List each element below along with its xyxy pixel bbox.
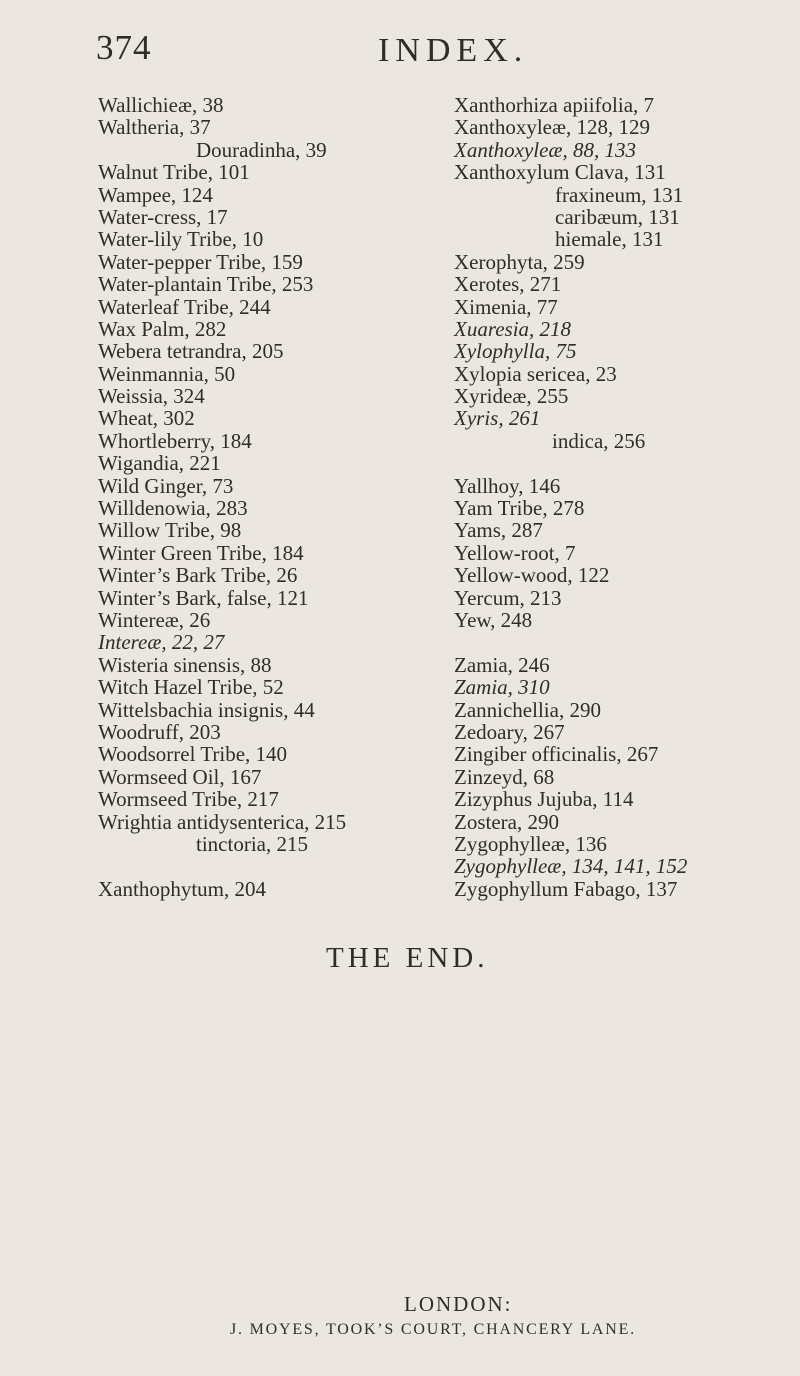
index-entry: Xanthoxyleæ, 128, 129 [454,115,650,140]
index-entry: Woodruff, 203 [98,719,221,744]
index-entry: Yew, 248 [454,607,533,632]
page-number: 374 [96,28,152,67]
index-column-right [454,94,784,900]
index-entry: Wax Palm, 282 [98,316,227,341]
index-entry: Xanthoxylum Clava, 131 [454,160,666,185]
running-head: INDEX. [378,32,529,69]
index-entry: Witch Hazel Tribe, 52 [98,675,284,700]
index-subentry: indica, 256 [552,428,646,453]
index-entry: Water-lily Tribe, 10 [98,227,264,252]
index-entry: Xanthoxyleæ, 88, 133 [454,137,636,162]
index-entry: Zedoary, 267 [454,719,565,744]
index-entry: Xanthorhiza apiifolia, 7 [454,93,655,117]
index-entry: Wisteria sinensis, 88 [98,652,272,677]
index-entry: Xylophylla, 75 [454,339,577,364]
the-end-text: THE END. [326,942,489,974]
index-entry: Intereæ, 22, 27 [98,630,225,655]
index-entry: Xerotes, 271 [454,272,562,297]
index-entry: Zinzeyd, 68 [454,764,555,789]
index-entry: Yallhoy, 146 [454,473,561,498]
index-entry: Waterleaf Tribe, 244 [98,294,271,319]
index-entry: Wild Ginger, 73 [98,473,234,498]
index-entry: Yercum, 213 [454,585,562,610]
index-entry: Yams, 287 [454,518,543,543]
index-entry: Wormseed Oil, 167 [98,764,262,789]
index-entry: Wampee, 124 [98,182,213,207]
index-entry: Zamia, 246 [454,652,550,677]
index-entry: Wallichieæ, 38 [98,93,224,117]
index-entry: Water-plantain Tribe, 253 [98,272,314,297]
index-entry: Xerophyta, 259 [454,249,585,274]
index-subentry: Douradinha, 39 [196,137,327,162]
index-column-left [98,94,418,900]
index-entry: Zingiber officinalis, 267 [454,742,659,767]
index-entry: Xyrideæ, 255 [454,384,569,409]
index-entry: Waltheria, 37 [98,115,211,140]
index-entry: Zizyphus Jujuba, 114 [454,787,634,812]
index-entry: Zygophylleæ, 136 [454,831,607,856]
index-entry: Whortleberry, 184 [98,428,252,453]
index-entry: Woodsorrel Tribe, 140 [98,742,288,767]
index-subentry: caribæum, 131 [555,204,680,229]
index-entry: Yam Tribe, 278 [454,496,585,521]
index-entry: Weinmannia, 50 [98,361,236,386]
index-entry: Zostera, 290 [454,809,559,834]
index-entry: Yellow-root, 7 [454,540,576,565]
index-subentry: fraxineum, 131 [555,182,684,207]
index-entry: Wormseed Tribe, 217 [98,787,279,812]
index-entry: Weissia, 324 [98,384,205,409]
index-entry: Winter Green Tribe, 184 [98,540,304,565]
index-entry: Xyris, 261 [454,406,541,431]
index-entry: Zygophyllum Fabago, 137 [454,876,678,901]
index-entry: Zannichellia, 290 [454,697,601,722]
index-subentry: tinctoria, 215 [196,831,308,856]
index-entry: Wittelsbachia insignis, 44 [98,697,315,722]
index-entry: Walnut Tribe, 101 [98,160,250,185]
index-entry: Wrightia antidysenterica, 215 [98,809,347,834]
index-entry: Willow Tribe, 98 [98,518,242,543]
index-subentry: hiemale, 131 [555,227,664,252]
index-entry: Willdenowia, 283 [98,496,248,521]
index-entry: Water-cress, 17 [98,204,228,229]
index-entry: Wintereæ, 26 [98,607,211,632]
imprint-city: LONDON: [404,1292,513,1316]
index-entry: Xuaresia, 218 [454,316,572,341]
index-entry: Xanthophytum, 204 [98,876,266,901]
index-entry: Yellow-wood, 122 [454,563,610,588]
index-entry: Water-pepper Tribe, 159 [98,249,303,274]
index-entry: Wheat, 302 [98,406,195,431]
index-entry: Wigandia, 221 [98,451,221,476]
index-entry: Zamia, 310 [454,675,550,700]
imprint-printer: J. MOYES, TOOK’S COURT, CHANCERY LANE. [230,1321,636,1338]
index-entry: Zygophylleæ, 134, 141, 152 [454,854,688,879]
index-entry: Webera tetrandra, 205 [98,339,284,364]
index-entry: Winter’s Bark, false, 121 [98,585,309,610]
index-entry: Xylopia sericea, 23 [454,361,617,386]
index-entry: Ximenia, 77 [454,294,558,319]
index-entry: Winter’s Bark Tribe, 26 [98,563,298,588]
